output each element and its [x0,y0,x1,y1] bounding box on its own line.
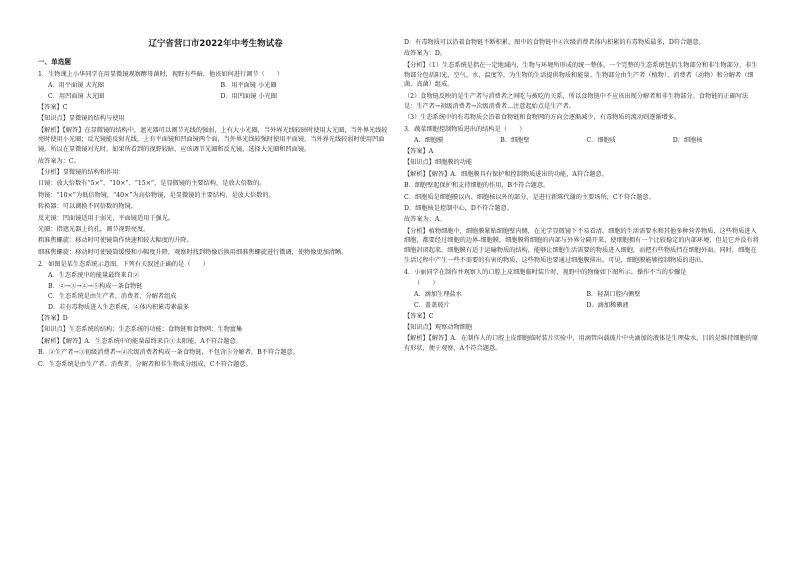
q2-option-a: A．生态系统中的能量最终来自② [48,271,140,279]
q2-option-c: C．生态系统是由生产者、消费者、分解者组成 [48,293,177,301]
q4-stem-bracket: （ ） [414,280,439,288]
q2-answer: 【答案】D [38,315,68,323]
q4-knowledge-point: 【知识点】观察动物细胞 [404,324,473,332]
q3-option-c: C．细胞质 [586,137,616,145]
q2-knowledge-point: 【知识点】生态系统的结构；生态系统的功能；食物链和食物网；生物富集 [38,326,243,334]
q2-conclusion: 故答案为：D。 [404,50,447,58]
q4-option-d: D．滴加稀碘液 [586,301,629,309]
q1-analysis-line: 物镜：“10×”为低倍物镜，“40×”为高倍物镜，是显微镜的主要结构，是放大倍数的。 [38,191,275,199]
section-heading: 一、单选题 [38,58,71,67]
q3-explanation-c: C．细胞质是细胞膜以内、细胞核以外的部分，是进行新陈代谢的主要场所，C不符合题意。 [404,193,655,201]
q4-option-a: A．滴加生理盐水 [414,291,462,299]
question-4-options-row2 [404,301,759,311]
question-3-options [404,136,759,146]
q2-analysis-2: （2）食物链反映的是生产者与消费者之间吃与被吃的关系，所以食物链中不应该出现分解者和非生物部分。食物链的正确写法是：生产者→初级消费者→次级消费者...注意起始点是生产者。 [404,92,749,110]
question-1-stem: 1．生物课上小华同学在用显微镜观察酵母菌时，视野有些暗，他该如何进行调节（ ） [38,70,284,78]
right-column [404,38,759,356]
q2-explanation-c: C．生态系统是由生产者、消费者、分解者和非生物成分组成，C不符合题意。 [38,360,252,368]
q3-option-a: A．细胞膜 [414,137,444,145]
q1-analysis-line: 粗准焦螺旋：移动时可使镜筒作快速和较大幅度的升降。 [38,237,193,245]
q1-analysis-line: 反光镜：凹面镜适用于弱光，平面镜适用于强光。 [38,214,175,222]
question-4-options-row1 [404,290,759,300]
question-3-stem: 3．蔬菜细胞控制物质进出的结构是（ ） [404,125,526,133]
page-title: 辽宁省营口市2022年中考生物试卷 [148,39,283,49]
q1-explanation: 【解析】【解答】在显微镜的结构中，遮光器可以调节光线的强弱，上有大小光圈，当外界光线较暗时使用大光圈，当外界光线较亮时使用小光圈；反光镜能反射光线，上有平面镜和凹面镜两个面，当外界光线较强时使用平面镜，当外界光线较弱时使用凹面镜。所以在显微镜对光时，如果所看到的视野较暗，应该调节光圈和反光镜，选择大光圈和凹面镜。 [38,126,388,154]
q2-explanation-d: D．有毒物质可以沿着食物链不断积累，图中的食物链中④次级消费者体内积累的有毒物质最多，D符合题意。 [404,39,705,46]
q3-conclusion: 故答案为：A。 [404,216,446,224]
q3-knowledge-point: 【知识点】细胞膜的功能 [404,159,473,167]
q1-analysis-line: 细准焦螺旋：移动时可使镜筒缓慢和小幅度升降，观察时找到物像后换用细准焦螺旋进行微调，使物像更加清晰。 [38,248,348,256]
q1-option-d: D．用凹面镜 小光圈 [220,93,277,101]
q4-explanation: 【解析】【解答】A．在制作人的口腔上皮细胞临时装片实验中，用滴管向载玻片中央滴加的液体是生理盐水，目的是维持细胞的原有形状，便于观察，A不符合题意。 [404,335,759,353]
question-4-stem: 4．小丽同学在制作并观察人的口腔上皮细胞临时装片时，视野中的物像如下图所示。操作不当的步骤是 [404,268,687,276]
q1-option-b: B．用平面镜 小光圈 [220,82,277,90]
q3-explanation-d: D．细胞核是控制中心，D不符合题意。 [404,204,513,212]
q1-conclusion: 故答案为：C。 [38,157,80,165]
q1-knowledge-point: 【知识点】显微镜的结构与使用 [38,115,125,123]
left-column [38,38,393,371]
q3-option-b: B．细胞壁 [500,137,530,145]
question-1-options-row1 [38,81,393,91]
q1-option-c: C．用凹面镜 大光圈 [48,93,105,101]
q4-option-c: C．盖盖玻片 [414,301,450,309]
q1-analysis-line: 光圈：指遮光器上的孔，调节视野亮度。 [38,225,150,233]
q2-option-b: B．②→③→④→⑤构成一条食物链 [48,282,143,290]
q4-answer: 【答案】C [404,312,434,320]
question-1-options-row2 [38,92,393,102]
question-2-stem: 2．如图是某生态系统示意图，下列有关叙述正确的是（ ） [38,260,209,268]
q2-option-d: D．若有毒物质进入生态系统，④体内积累毒素最多 [48,304,190,312]
q4-option-b: B．轻刮口腔内侧壁 [586,291,641,299]
q3-explanation-b: B．细胞壁起保护和支持细胞的作用，B不符合题意。 [404,182,550,190]
q1-option-a: A．用平面镜 大光圈 [48,82,104,90]
q3-explanation-a: 【解析】【解答】A．细胞膜具有保护和控制物质进出的功能，A符合题意。 [404,170,608,178]
q2-explanation-b: B．②生产者→③初级消费者→④次级消费者构成一条食物链，不包含⑤分解者，B不符合题意。 [38,349,299,357]
q2-analysis-3: （3）生态系统中的有毒物质会沿着食物链和食物网的方向会逐渐减少，有毒物质的流动则逐渐增多。 [404,113,681,121]
q2-explanation-a: 【解析】【解答】A．生态系统中的能量最终来自①太阳能，A不符合题意。 [38,337,242,345]
q1-answer: 【答案】C [38,103,68,111]
q3-option-d: D．细胞核 [672,137,703,145]
q3-analysis: 【分析】植物细胞中，细胞膜紧贴细胞壁内侧，在光学显微镜下不易看清。细胞的生活需要水和其他多种营养物质，这些物质进入细胞，都要经过细胞的边界-细胞膜。细胞膜将细胞的内部与外界分隔开来，使细胞拥有一个比较稳定的内部环境，但是它并没有将细胞封闭起来。细胞膜有适于运输物质的结构，能够让细胞生活需要的物质进入细胞，而把有些物质挡在细胞外面。同时，细胞在生活过程中产生一些不需要的有害的物质，这些物质也要通过细胞膜排出。可见，细胞膜能够控制物质的进出。 [404,227,759,265]
q1-analysis-line: 转换器：可以调换不同倍数的物镜。 [38,203,137,211]
q1-analysis: 【分析】显微镜的结构和作用： [38,168,125,176]
q2-analysis-1: 【分析】（1）生态系统是指在一定地域内，生物与环境所形成的统一整体。一个完整的生态系统包括生物部分和非生物部分，非生物部分包括阳光、空气、水、温度等，为生物的生活提供物质和能量。生物部分由生产者（植物）、消费者（动物）和分解者（细菌、真菌）组成。 [404,61,758,89]
q3-answer: 【答案】A [404,147,434,155]
q1-analysis-line: 目镜：放大倍数有“5×”、“10×”、“15×”，是显微镜的主要结构，是放大倍数的。 [38,180,266,188]
